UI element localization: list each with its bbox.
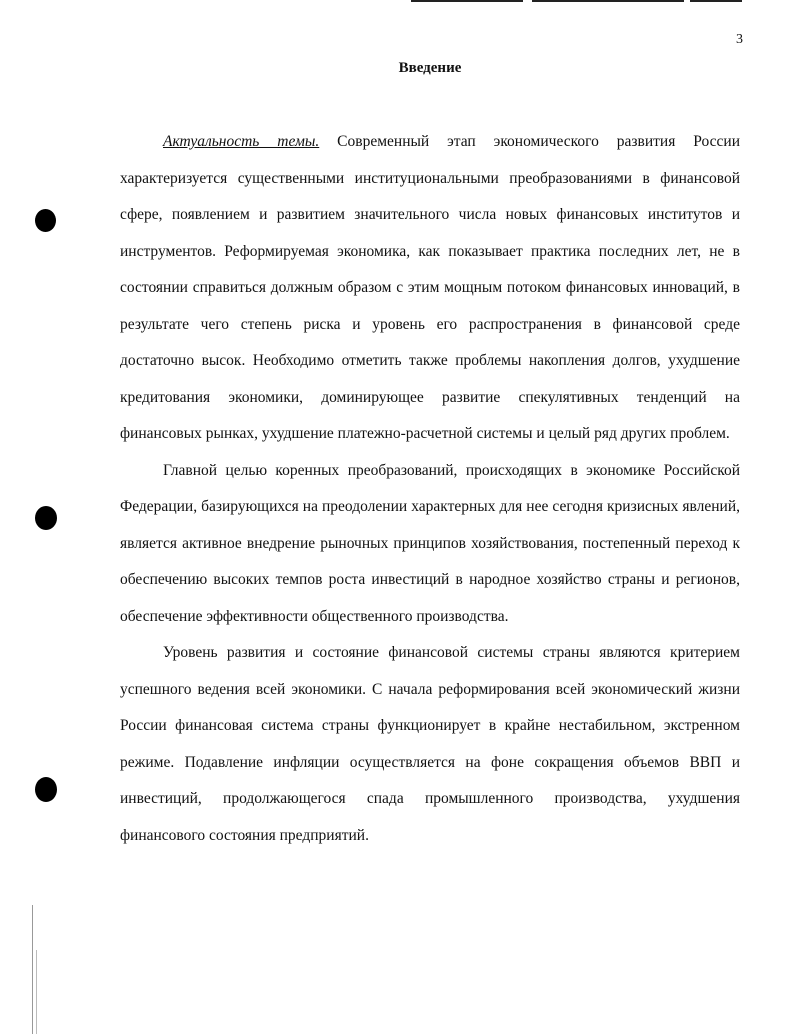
scan-top-rule: [411, 0, 523, 2]
scan-top-rule: [690, 0, 742, 2]
paragraph: [120, 453, 740, 636]
punch-hole: [35, 777, 57, 802]
paragraph: [120, 635, 740, 854]
page-number: 3: [736, 32, 743, 47]
paragraph: [120, 124, 740, 453]
scan-top-rule: [532, 0, 684, 2]
section-heading: Введение: [398, 60, 462, 76]
scan-edge-line: [36, 950, 37, 1034]
scan-edge-line: [32, 905, 33, 1034]
paragraph-text: Уровень развития и состояние финансовой системы страны являются критерием успешного ведения всей экономики. С начала реформирования всей экономический жизни России финансовая система страны функционирует в крайне нестабильном, экстренном режиме. Подавление инфляции осуществляется на фоне сокращения объемов ВВП и инвестиций, продолжающегося спада промышленного производства, ухудшения финансового состояния предприятий.: [120, 644, 740, 844]
paragraph-text: Современный этап экономического развития России характеризуется существенными институциональными преобразованиями в финансовой сфере, появлением и развитием значительного числа новых финансовых институтов и инструментов. Реформируемая экономика, как показывает практика последних лет, не в состоянии справиться должным образом с этим мощным потоком финансовых инноваций, в результате чего степень риска и уровень его распространения в финансовой среде достаточно высок. Необходимо отметить также проблемы накопления долгов, ухудшение кредитования экономики, доминирующее развитие спекулятивных тенденций на финансовых рынках, ухудшение платежно-расчетной системы и целый ряд других проблем.: [120, 133, 740, 442]
body-text: [120, 124, 740, 854]
punch-hole: [35, 506, 57, 530]
paragraph-text: Главной целью коренных преобразований, происходящих в экономике Российской Федерации, базирующихся на преодолении характерных для нее сегодня кризисных явлений, является активное внедрение рыночных принципов хозяйствования, постепенный переход к обеспечению высоких темпов роста инвестиций в народное хозяйство страны и регионов, обеспечение эффективности общественного производства.: [120, 461, 740, 625]
topic-label: Актуальность темы.: [163, 133, 320, 150]
punch-hole: [35, 209, 56, 232]
